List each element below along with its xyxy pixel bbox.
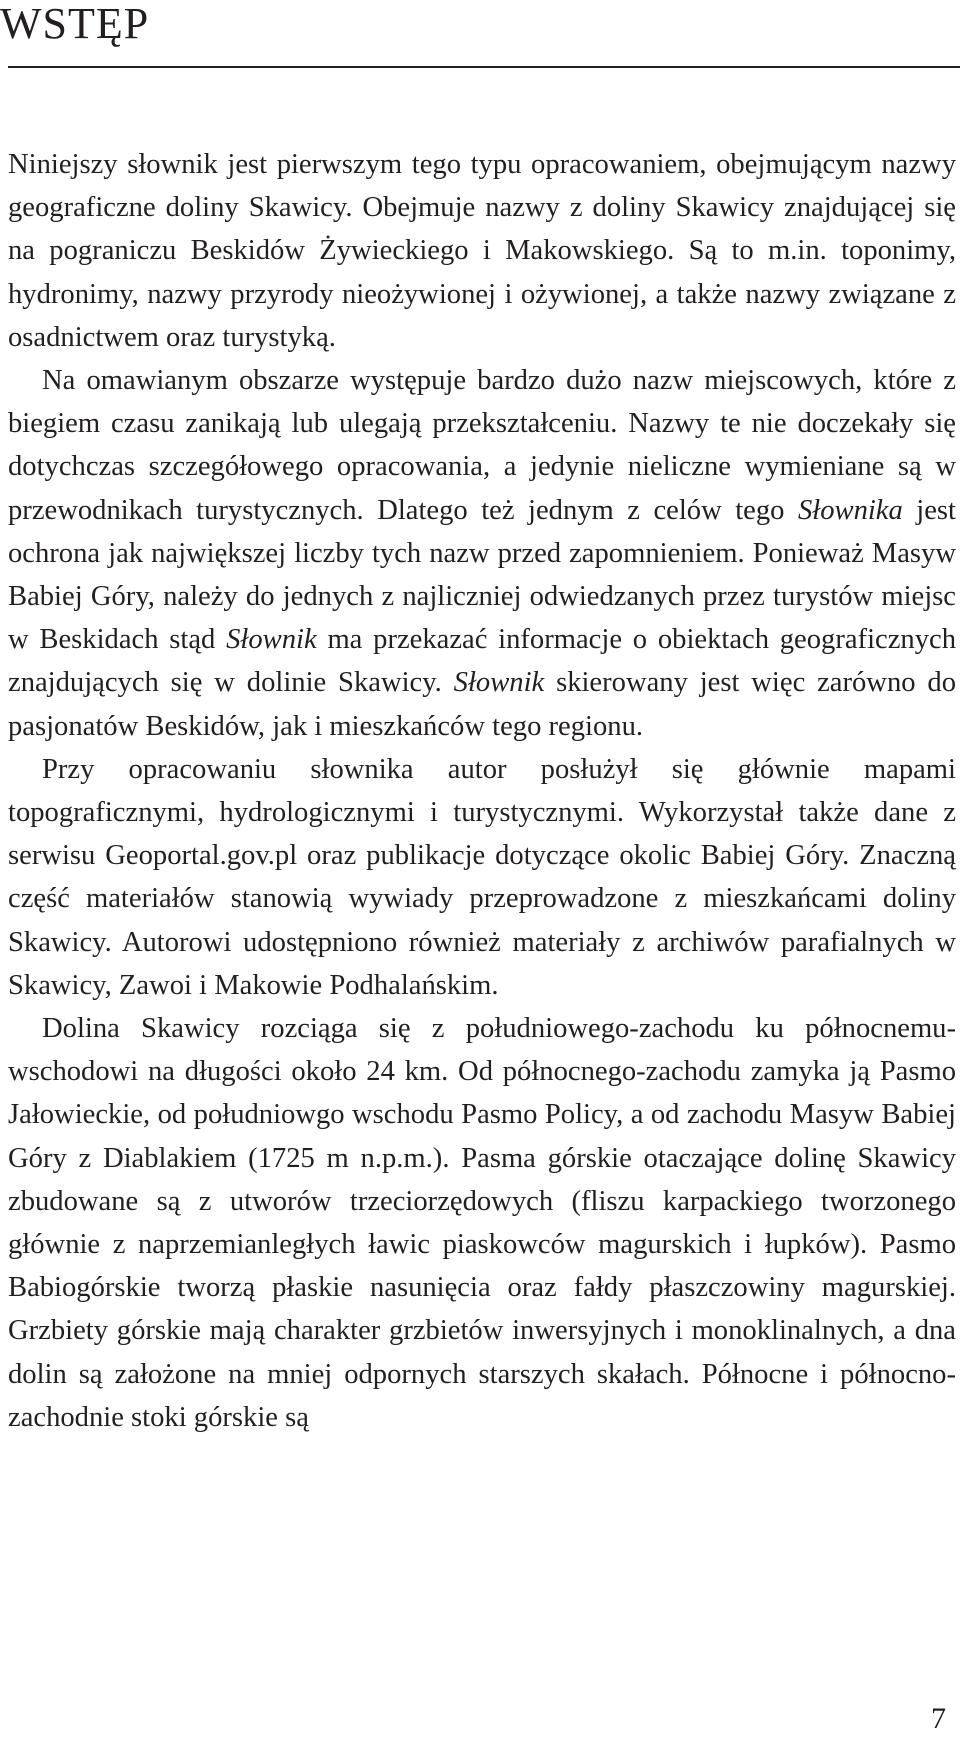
text-run: skierowany jest więc zarówno do pasjonatów Beskidów, jak i mieszkańców tego regionu. [8,667,956,742]
text-run: Dolina Skawicy rozciąga się z południowego-zachodu ku północnemu-wschodowi na długości około 24 km. Od północnego-zachodu zamyka ją Pasmo Jałowieckie, od południowgo wschodu Pasmo Policy, a od zachodu Masyw Babiej Góry z Diablakiem (1725 m n.p.m.). Pasma górskie otaczające dolinę Skawicy zbudowane są z utworów trzeciorzędowych (fliszu karpackiego tworzonego głównie z naprzemianległych ławic piaskowców magurskich i łupków). Pasmo Babiogórskie tworzą płaskie nasunięcia oraz fałdy płaszczowiny magurskiej. Grzbiety górskie mają charakter grzbietów inwersyjnych i monoklinalnych, a dna dolin są założone na mniej odpornych starszych skałach. Północne i północno-zachodnie stoki górskie są [8,1013,956,1433]
title-divider [8,66,960,68]
italic-title-reference: Słownik [226,624,317,656]
paragraph [8,1007,956,1439]
paragraph [8,748,956,1007]
paragraph [8,359,956,748]
page-title: WSTĘP [0,0,150,48]
paragraph [8,143,956,359]
body-text [8,143,956,1439]
text-run: Niniejszy słownik jest pierwszym tego typu opracowaniem, obejmującym nazwy geograficzne doliny Skawicy. Obejmuje nazwy z doliny Skawicy znajdującej się na pograniczu Beskidów Żywieckiego i Makowskiego. Są to m.in. toponimy, hydronimy, nazwy przyrody nieożywionej i ożywionej, a także nazwy związane z osadnictwem oraz turystyką. [8,149,956,353]
text-run: ma przekazać informacje o obiektach geograficznych znajdujących się w dolinie Skawicy. [8,624,956,699]
italic-title-reference: Słownik [453,667,545,699]
text-run: Na omawianym obszarze występuje bardzo dużo nazw miejscowych, które z biegiem czasu zanikają lub ulegają przekształceniu. Nazwy te nie doczekały się dotychczas szczegółowego opracowania, a jedynie nieliczne wymieniane są w przewodnikach turystycznych. Dlatego też jednym z celów tego [8,365,956,526]
text-run: Przy opracowaniu słownika autor posłużył się głównie mapami topograficznymi, hydrologicznymi i turystycznymi. Wykorzystał także dane z serwisu Geoportal.gov.pl oraz publikacje dotyczące okolic Babiej Góry. Znaczną część materiałów stanowią wywiady przeprowadzone z mieszkańcami doliny Skawicy. Autorowi udostępniono również materiały z archiwów parafialnych w Skawicy, Zawoi i Makowie Podhalańskim. [8,753,956,1001]
italic-title-reference: Słownika [797,494,903,526]
text-run: jest ochrona jak największej liczby tych nazw przed zapomnieniem. Ponieważ Masyw Babiej Góry, należy do jednych z najliczniej odwiedzanych przez turystów miejsc w Beskidach stąd [8,494,956,656]
page-number: 7 [931,1702,946,1735]
